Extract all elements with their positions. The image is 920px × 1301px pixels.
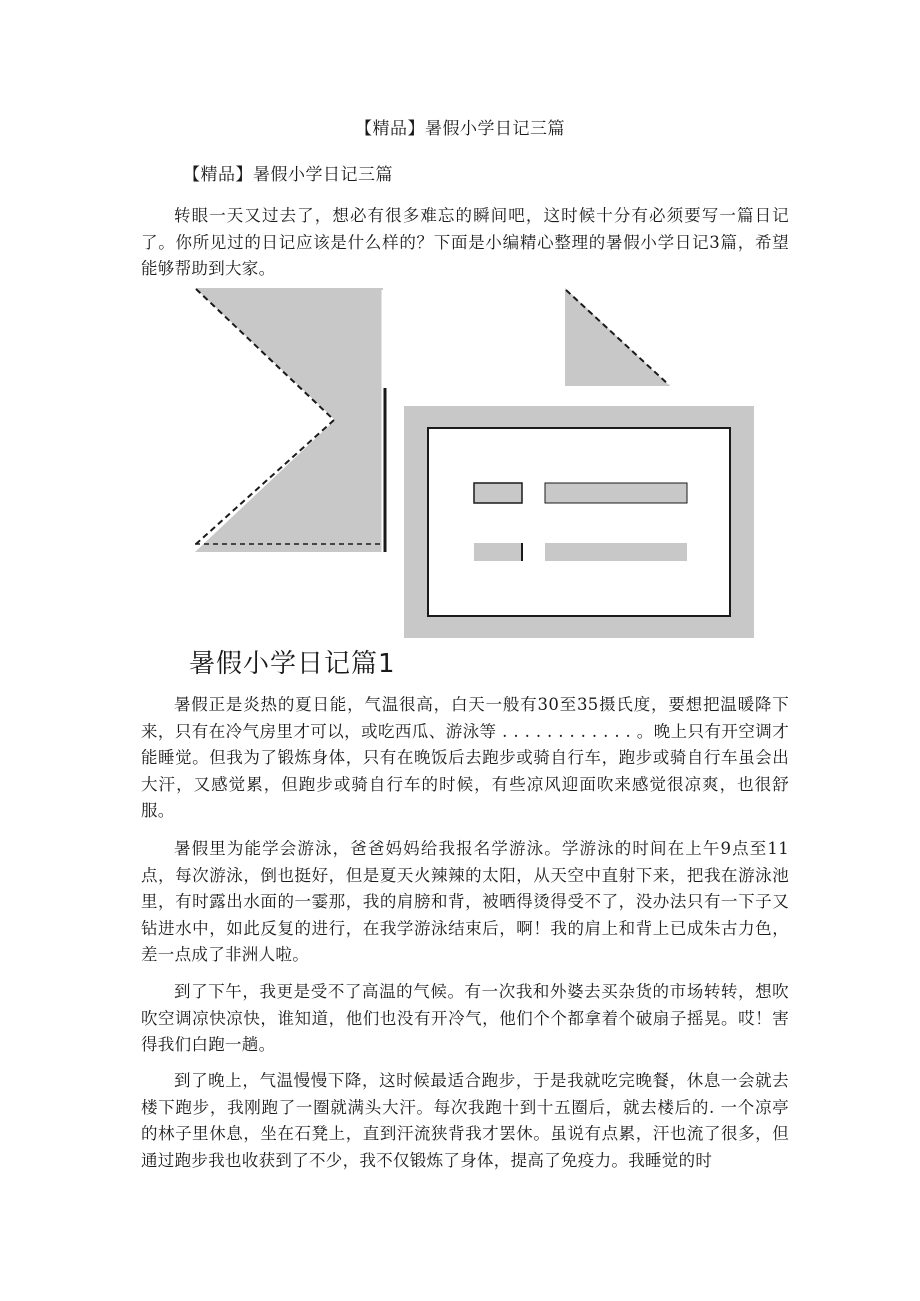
chevron-shape bbox=[195, 288, 385, 552]
diary-paragraph: 暑假里为能学会游泳，爸爸妈妈给我报名学游泳。学游泳的时间在上午9点至11点，每次游泳，倒也挺好，但是夏天火辣辣的太阳，从天空中直射下来，把我在游泳池里，有时露出水面的一霎那，我的肩膀和背，被晒得烫得受不了，没办法只有一下子又钻进水中，如此反复的进行，在我学游泳结束后，啊！我的肩上和背上已成朱古力色，差一点成了非洲人啦。 bbox=[141, 839, 789, 964]
document-title: 【精品】暑假小学日记三篇 bbox=[355, 119, 565, 139]
section-heading: 暑假小学日记篇1 bbox=[189, 649, 396, 679]
document-subtitle: 【精品】暑假小学日记三篇 bbox=[183, 165, 393, 185]
slide-frame bbox=[404, 406, 754, 638]
triangle-shape bbox=[565, 288, 670, 386]
diary-paragraph: 暑假正是炎热的夏日能，气温很高，白天一般有30至35摄氏度，要想把温暖降下来，只有在冷气房里才可以，或吃西瓜、游泳等 . . . . . . . . . . . . 。晚上只有开空调才能睡觉。但我为了锻炼身体，只有在晚饭后去跑步或骑自行车，跑步或骑自行车虽会出大汗，又感觉累，但跑步或骑自行车的时候，有些凉风迎面吹来感觉很凉爽，也很舒服。 bbox=[141, 695, 789, 820]
diary-paragraph: 到了下午，我更是受不了高温的气候。有一次我和外婆去买杂货的市场转转，想吹吹空调凉快凉快，谁知道，他们也没有开冷气，他们个个都拿着个破扇子摇晃。哎！害得我们白跑一趟。 bbox=[141, 982, 789, 1054]
intro-paragraph: 转眼一天又过去了，想必有很多难忘的瞬间吧，这时候十分有必须要写一篇日记了。你所见过的日记应该是什么样的？下面是小编精心整理的暑假小学日记3篇，希望能够帮助到大家。 bbox=[141, 206, 789, 278]
diary-paragraph: 到了晚上，气温慢慢下降，这时候最适合跑步，于是我就吃完晚餐，休息一会就去楼下跑步，我刚跑了一圈就满头大汗。每次我跑十到十五圈后，就去楼后的. 一个凉亭的林子里休息，坐在石凳上，直到汗流狭背我才罢休。虽说有点累，汗也流了很多，但通过跑步我也收获到了不少，我不仅锻炼了身体，提高了免疫力。我睡觉的时 bbox=[141, 1071, 789, 1170]
